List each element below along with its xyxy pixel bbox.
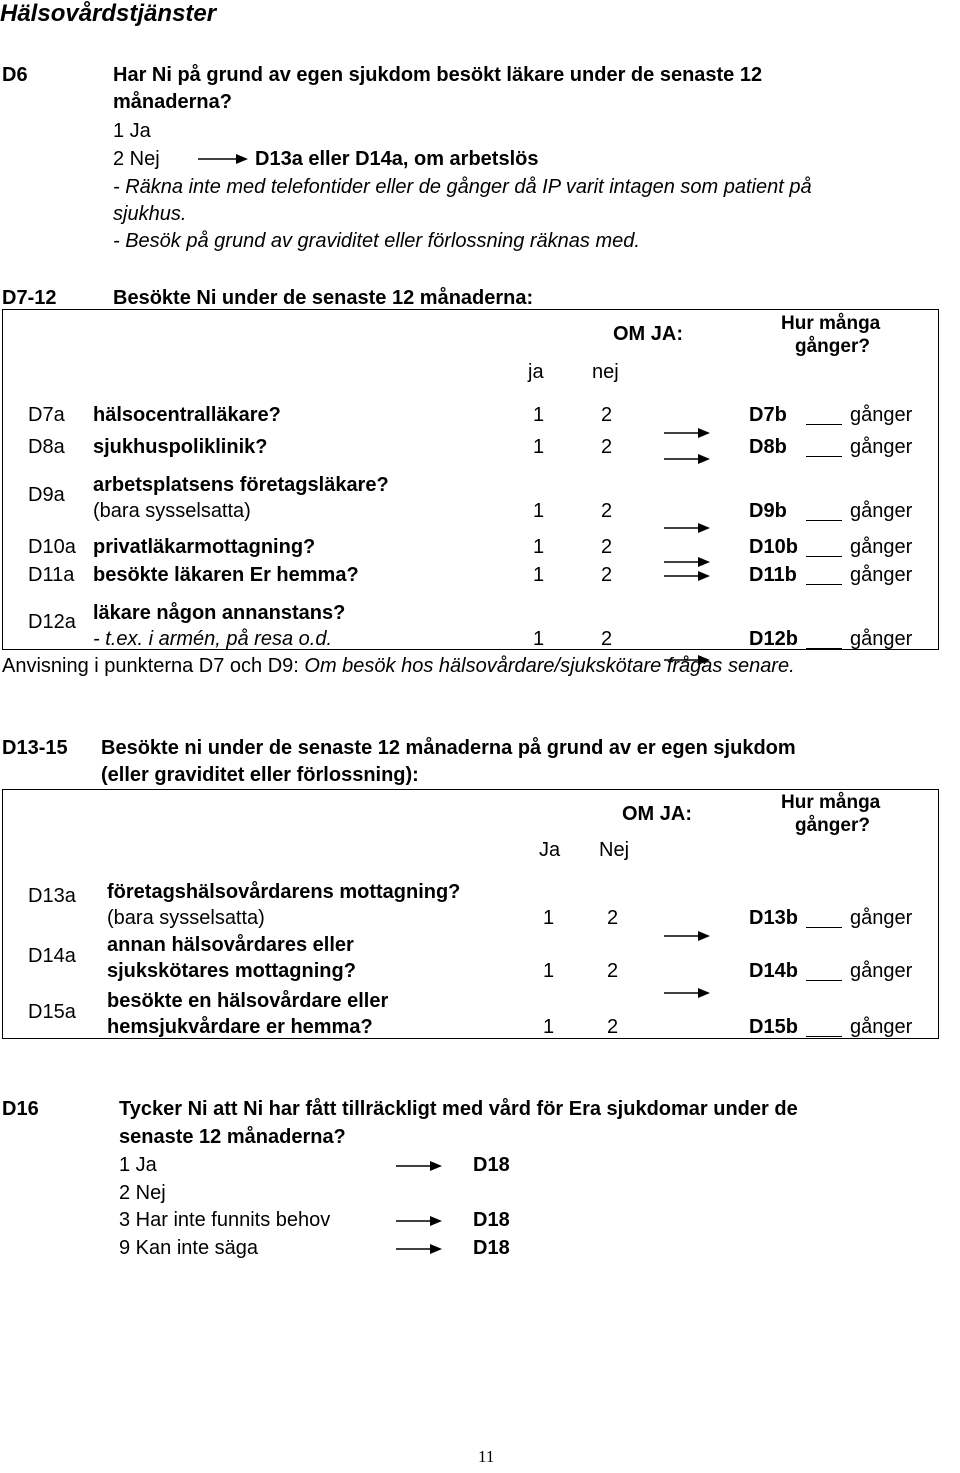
- answer-yes[interactable]: 1: [533, 628, 545, 650]
- count-blank[interactable]: [806, 1036, 842, 1037]
- skip-arrow-icon: [396, 1243, 442, 1255]
- answer-yes[interactable]: 1: [533, 564, 545, 586]
- times-label: gånger: [850, 1016, 913, 1038]
- row-code: D12a: [28, 611, 76, 633]
- answer-no[interactable]: 2: [607, 1016, 619, 1038]
- skip-arrow-icon: [664, 453, 710, 465]
- answer-yes[interactable]: 1: [543, 1016, 555, 1038]
- d6-option-yes: 1 Ja: [113, 120, 151, 142]
- times-label: gånger: [850, 628, 913, 650]
- row-sublabel: (bara sysselsatta): [93, 500, 251, 522]
- d6-note-2: - Besök på grund av graviditet eller förlossning räknas med.: [113, 230, 640, 252]
- page-number: 11: [478, 1447, 495, 1466]
- d16-skip-target: D18: [473, 1237, 510, 1259]
- d6-note-1-line1: - Räkna inte med telefontider eller de gånger då IP varit intagen som patient på: [113, 176, 812, 198]
- times-label: gånger: [850, 404, 913, 426]
- answer-no[interactable]: 2: [601, 536, 613, 558]
- instruction-note: [2, 655, 795, 678]
- count-blank[interactable]: [806, 584, 842, 585]
- row-code: D14a: [28, 945, 76, 967]
- answer-no[interactable]: 2: [601, 404, 613, 426]
- row-code: D9a: [28, 484, 65, 506]
- answer-yes[interactable]: 1: [543, 960, 555, 982]
- row-code: D13a: [28, 885, 76, 907]
- header-how-many-line2: gånger?: [795, 336, 870, 357]
- question-text-d6-line2: månaderna?: [113, 91, 232, 113]
- question-text-d13-15-line1: Besökte ni under de senaste 12 månaderna på grund av er egen sjukdom: [101, 737, 796, 759]
- column-header-yes: Ja: [539, 839, 561, 861]
- followup-code: D10b: [749, 536, 798, 558]
- times-label: gånger: [850, 960, 913, 982]
- row-sublabel: - t.ex. i armén, på resa o.d.: [93, 628, 332, 650]
- row-code: D8a: [28, 436, 65, 458]
- row-label-line1: företagshälsovårdarens mottagning?: [107, 881, 461, 903]
- skip-arrow-icon: [664, 556, 710, 568]
- answer-yes[interactable]: 1: [543, 907, 555, 929]
- answer-no[interactable]: 2: [601, 436, 613, 458]
- followup-code: D14b: [749, 960, 798, 982]
- row-label-line1: besökte en hälsovårdare eller: [107, 990, 389, 1012]
- row-label-line2: hemsjukvårdare er hemma?: [107, 1016, 373, 1038]
- skip-arrow-icon: [396, 1160, 442, 1172]
- d16-skip-target: D18: [473, 1209, 510, 1231]
- question-text-d13-15-line2: (eller graviditet eller förlossning):: [101, 764, 419, 786]
- skip-arrow-icon: [664, 987, 710, 999]
- times-label: gånger: [850, 907, 913, 929]
- skip-arrow-icon: [664, 427, 710, 439]
- row-label-line2: (bara sysselsatta): [107, 907, 265, 929]
- times-label: gånger: [850, 436, 913, 458]
- answer-yes[interactable]: 1: [533, 500, 545, 522]
- count-blank[interactable]: [806, 980, 842, 981]
- header-om-ja: OM JA:: [613, 323, 683, 345]
- row-label: besökte läkaren Er hemma?: [93, 564, 359, 586]
- header-how-many-line2: gånger?: [795, 815, 870, 836]
- d6-skip-instruction: D13a eller D14a, om arbetslös: [255, 148, 539, 170]
- followup-code: D8b: [749, 436, 787, 458]
- followup-code: D15b: [749, 1016, 798, 1038]
- skip-arrow-icon: [396, 1215, 442, 1227]
- d16-option[interactable]: 9 Kan inte säga: [119, 1237, 258, 1259]
- question-text-d16-line2: senaste 12 månaderna?: [119, 1126, 346, 1148]
- row-code: D7a: [28, 404, 65, 426]
- instruction-italic: Om besök hos hälsovårdare/sjukskötare frågas senare.: [304, 655, 795, 677]
- count-blank[interactable]: [806, 456, 842, 457]
- skip-arrow-icon: [198, 153, 248, 165]
- row-label-line1: annan hälsovårdares eller: [107, 934, 354, 956]
- question-text-d7-12: Besökte Ni under de senaste 12 månaderna:: [113, 287, 534, 309]
- count-blank[interactable]: [806, 648, 842, 649]
- instruction-prefix: Anvisning i punkterna D7 och D9:: [2, 655, 305, 677]
- question-text-d6-line1: Har Ni på grund av egen sjukdom besökt läkare under de senaste 12: [113, 64, 763, 86]
- column-header-yes: ja: [528, 361, 544, 383]
- answer-no[interactable]: 2: [607, 960, 619, 982]
- row-label: sjukhuspoliklinik?: [93, 436, 268, 458]
- row-label: hälsocentralläkare?: [93, 404, 281, 426]
- section-title: Hälsovårdstjänster: [0, 0, 217, 27]
- times-label: gånger: [850, 500, 913, 522]
- row-label-line2: sjukskötares mottagning?: [107, 960, 356, 982]
- answer-no[interactable]: 2: [601, 564, 613, 586]
- followup-code: D13b: [749, 907, 798, 929]
- row-label: arbetsplatsens företagsläkare?: [93, 474, 389, 496]
- count-blank[interactable]: [806, 520, 842, 521]
- header-how-many-line1: Hur många: [781, 792, 881, 813]
- question-code-d6: D6: [2, 64, 28, 86]
- count-blank[interactable]: [806, 556, 842, 557]
- answer-yes[interactable]: 1: [533, 536, 545, 558]
- d6-option-no: 2 Nej: [113, 148, 160, 170]
- column-header-no: nej: [592, 361, 619, 383]
- followup-code: D7b: [749, 404, 787, 426]
- column-header-no: Nej: [599, 839, 630, 861]
- question-code-d16: D16: [2, 1098, 39, 1120]
- d16-option[interactable]: 3 Har inte funnits behov: [119, 1209, 331, 1231]
- row-code: D10a: [28, 536, 76, 558]
- answer-no[interactable]: 2: [601, 628, 613, 650]
- times-label: gånger: [850, 536, 913, 558]
- d16-skip-target: D18: [473, 1154, 510, 1176]
- skip-arrow-icon: [664, 930, 710, 942]
- answer-yes[interactable]: 1: [533, 436, 545, 458]
- answer-no[interactable]: 2: [607, 907, 619, 929]
- times-label: gånger: [850, 564, 913, 586]
- d6-note-1-line2: sjukhus.: [113, 203, 187, 225]
- followup-code: D12b: [749, 628, 798, 650]
- skip-arrow-icon: [664, 522, 710, 534]
- row-label: privatläkarmottagning?: [93, 536, 316, 558]
- row-code: D11a: [28, 564, 75, 586]
- row-code: D15a: [28, 1001, 76, 1023]
- d16-option[interactable]: 2 Nej: [119, 1182, 166, 1204]
- question-text-d16-line1: Tycker Ni att Ni har fått tillräckligt med vård för Era sjukdomar under de: [119, 1098, 798, 1120]
- answer-yes[interactable]: 1: [533, 404, 545, 426]
- question-code-d13-15: D13-15: [2, 737, 68, 759]
- row-label: läkare någon annanstans?: [93, 602, 346, 624]
- count-blank[interactable]: [806, 424, 842, 425]
- question-code-d7-12: D7-12: [2, 287, 57, 309]
- followup-code: D11b: [749, 564, 797, 586]
- header-om-ja: OM JA:: [622, 803, 692, 825]
- d16-option[interactable]: 1 Ja: [119, 1154, 157, 1176]
- header-how-many-line1: Hur många: [781, 313, 881, 334]
- skip-arrow-icon: [664, 570, 710, 582]
- count-blank[interactable]: [806, 927, 842, 928]
- followup-code: D9b: [749, 500, 787, 522]
- answer-no[interactable]: 2: [601, 500, 613, 522]
